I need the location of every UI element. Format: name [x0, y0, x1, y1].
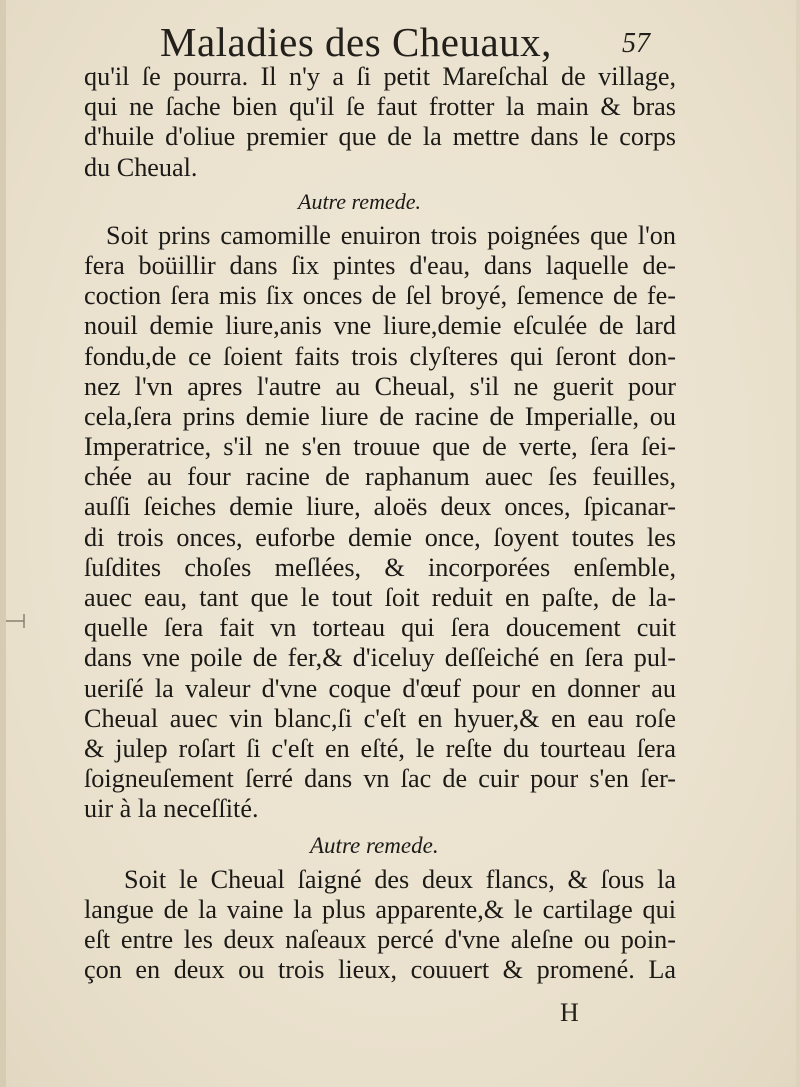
text-line: Imperatrice, s'il ne s'en trouue que de verte, ſera ſei-: [84, 432, 676, 462]
section-heading: Autre remede.: [298, 188, 421, 214]
page-edge-left: [0, 0, 6, 1087]
text-line: eſt entre les deux naſeaux percé d'vne aleſne ou poin-: [84, 924, 676, 954]
section-heading: Autre remede.: [310, 832, 439, 858]
text-line: ſoigneuſement ſerré dans vn ſac de cuir pour s'en ſer-: [84, 764, 676, 794]
text-line: Soit prins camomille enuiron trois poignées que l'on: [106, 220, 676, 250]
text-line: uir à la neceſſité.: [84, 794, 259, 824]
margin-bracket-icon: [4, 612, 26, 630]
text-line: d'huile d'oliue premier que de la mettre dans le corps: [84, 122, 676, 152]
text-line: Cheual auec vin blanc,ſi c'eſt en hyuer,& en eau roſe: [84, 703, 676, 733]
page-number: 57: [622, 28, 650, 59]
signature-mark: H: [560, 998, 579, 1027]
text-line: qui ne ſache bien qu'il ſe faut frotter la main & bras: [84, 92, 676, 122]
text-line: nez l'vn apres l'autre au Cheual, s'il ne guerit pour: [84, 371, 676, 401]
text-line: ueriſé la valeur d'vne coque d'œuf pour en donner au: [84, 673, 676, 703]
text-line: quelle ſera fait vn torteau qui ſera doucement cuit: [84, 613, 676, 643]
text-line: nouil demie liure,anis vne liure,demie eſculée de lard: [84, 311, 676, 341]
text-line: qu'il ſe pourra. Il n'y a ſi petit Mareſchal de village,: [84, 62, 676, 91]
text-line: fondu,de ce ſoient faits trois clyſteres qui ſeront don-: [84, 341, 676, 371]
running-title: Maladies des Cheuaux,: [160, 19, 552, 65]
text-line: coction ſera mis ſix onces de ſel broyé, ſemence de fe-: [84, 281, 676, 311]
text-line: dans vne poile de fer,& d'iceluy deſſeiché en ſera pul-: [84, 643, 676, 673]
text-line: cela,ſera prins demie liure de racine de Imperialle, ou: [84, 401, 676, 431]
text-line: du Cheual.: [84, 152, 198, 182]
text-line: fera boüillir dans ſix pintes d'eau, dans laquelle de-: [84, 250, 676, 280]
page-edge-right: [796, 0, 800, 1087]
text-line: langue de la vaine la plus apparente,& le cartilage qui: [84, 894, 676, 924]
text-line: Soit le Cheual ſaigné des deux flancs, & ſous la: [124, 864, 676, 894]
text-line: auſſi ſeiches demie liure, aloës deux onces, ſpicanar-: [84, 492, 676, 522]
text-line: auec eau, tant que le tout ſoit reduit en paſte, de la-: [84, 583, 676, 612]
text-line: ſuſdites choſes meſlées, & incorporées enſemble,: [84, 552, 676, 582]
text-block: [84, 62, 676, 985]
text-line: & julep roſart ſi c'eſt en eſté, le reſte du tourteau ſera: [84, 733, 676, 763]
text-line: chée au four racine de raphanum auec ſes feuilles,: [84, 462, 676, 492]
text-line: di trois onces, euforbe demie once, ſoyent toutes les: [84, 522, 676, 552]
text-line: çon en deux ou trois lieux, couuert & promené. La: [84, 955, 676, 985]
